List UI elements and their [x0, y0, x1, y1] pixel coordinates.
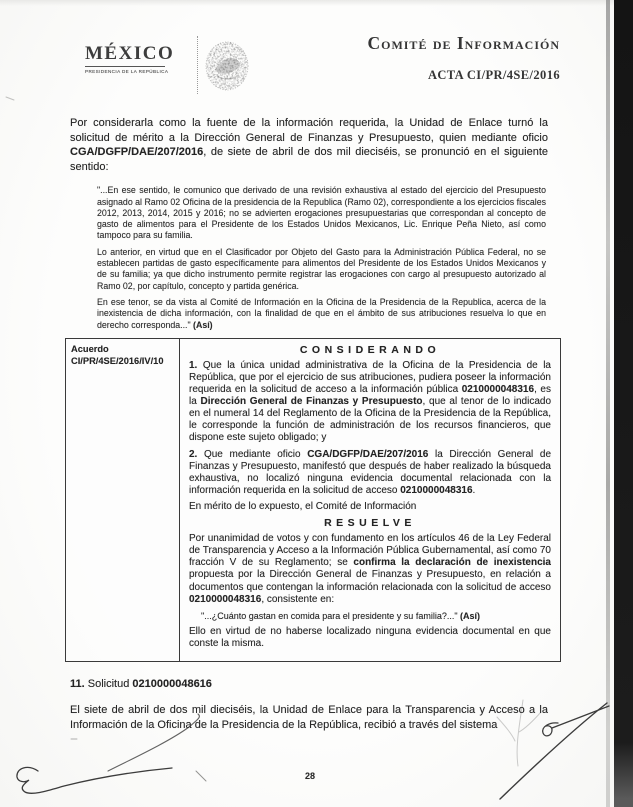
- logo-divider-line: [197, 36, 198, 94]
- considerando-item: 2. Que mediante oficio CGA/DGFP/DAE/207/2016 la Dirección General de Finanzas y Presupuesto, manifestó que después de haber realizado la búsqueda exhaustiva, no localizó ninguna evidencia documental relacionada con la información requerida en la solicitud de acceso 0210000048316.: [189, 448, 552, 496]
- acuerdo-body-cell: [180, 339, 560, 661]
- document-body: [0, 116, 633, 732]
- header-title-block: [367, 33, 560, 83]
- acuerdo-label-cell: [66, 339, 180, 661]
- request-quote: "...¿Cuánto gastan en comida para el presidente y su familia?..." (Así): [201, 610, 481, 621]
- acuerdo-label-ref: CI/PR/4SE/2016/IV/10: [71, 355, 164, 366]
- section-11-heading: 11. Solicitud 0210000048616: [70, 677, 212, 690]
- logo-wordmark: MÉXICO: [85, 43, 175, 64]
- closing-body-paragraph: El siete de abril de dos mil dieciséis, la Unidad de Enlace para la Transparencia y Acceso a la Información de la Oficina de la Presidencia de la República, recibió a través del sistema: [70, 703, 548, 731]
- logo-rule: [85, 66, 165, 67]
- mexico-government-logo: [85, 43, 175, 74]
- committee-title: Comité de Información: [367, 33, 560, 53]
- oficio-quote-block: [97, 185, 546, 330]
- quote-paragraph: En ese tenor, se da vista al Comité de Información en la Oficina de la Presidencia de la Republica, acerca de la inexistencia de dicha información, con la finalidad de que en el ámbito de sus atribuciones resuelva lo que en derecho corresponda..." (Así): [97, 297, 546, 330]
- quote-paragraph: Lo anterior, en virtud que en el Clasificador por Objeto del Gasto para la Administración Pública Federal, no se establecen partidas de gasto específicamente para alimentos del Presidente de los Estados Unidos Mexicanos y de su familia; ya que dicho instrumento permite registrar las erogaciones con cargo al presupuesto autorizado al Ramo 02, por capítulo, concepto y partida genérica.: [97, 246, 546, 291]
- margin-smudge-mark: [6, 97, 14, 100]
- merit-line: En mérito de lo expuesto, el Comité de Información: [189, 500, 417, 512]
- resuelve-paragraph: Por unanimidad de votos y con fundamento en los artículos 46 de la Ley Federal de Transparencia y Acceso a la Información Pública Gubernamental, así como 70 fracción V de su Reglamento; se confirma la declaración de inexistencia propuesta por la Dirección General de Finanzas y Presupuesto, en relación a documentos que contengan la información relacionada con la solicitud de acceso 0210000048316, consistente en:: [189, 533, 551, 605]
- acuerdo-label-title: Acuerdo: [71, 343, 109, 354]
- page-number: 28: [304, 771, 315, 781]
- logo-subtitle: PRESIDENCIA DE LA REPÚBLICA: [85, 69, 169, 74]
- considerando-heading: CONSIDERANDO: [299, 343, 441, 356]
- considerando-item: 1. Que la única unidad administrativa de la Oficina de la Presidencia de la República, que por el ejercicio de sus atribuciones, pudiera poseer la información requerida en la solicitud de acceso a la información pública 0210000048316, es la Dirección General de Finanzas y Presupuesto, que al tenor de lo indicado en el numeral 14 del Reglamento de la Oficina de la Presidencia de la República, le corresponde la función de administración de los recursos financieros, que dispone este sujeto obligado; y: [189, 359, 552, 444]
- mexico-national-seal-icon: [203, 40, 251, 97]
- acuerdo-table: [65, 338, 561, 662]
- resuelve-heading: RESUELVE: [324, 517, 416, 530]
- intro-paragraph: Por considerarla como la fuente de la información requerida, la Unidad de Enlace turnó la solicitud de mérito a la Dirección General de Finanzas y Presupuesto, quien mediante oficio CGA/DGFP/DAE/207/2016, de siete de abril de dos mil dieciséis, se pronunció en el siguiente sentido:: [70, 117, 548, 173]
- acuerdo-closing-paragraph: Ello en virtud de no haberse localizado ninguna evidencia documental en que conste la misma.: [189, 625, 551, 649]
- quote-paragraph: "...En ese sentido, le comunico que derivado de una revisión exhaustiva al estado del ejercicio del Presupuesto asignado al Ramo 02 Oficina de la presidencia de la Republica (Ramo 02), correspondiente a los ejercicios fiscales 2012, 2013, 2014, 2015 y 2016; no se advierten erogaciones presupuestarias que correspondan al concepto de gasto de alimentos para el Presidente de los Estados Unidos Mexicanos, Lic. Enrique Peña Nieto, así como tampoco para su familia.: [97, 185, 546, 241]
- acta-reference: ACTA CI/PR/4SE/2016: [427, 68, 560, 82]
